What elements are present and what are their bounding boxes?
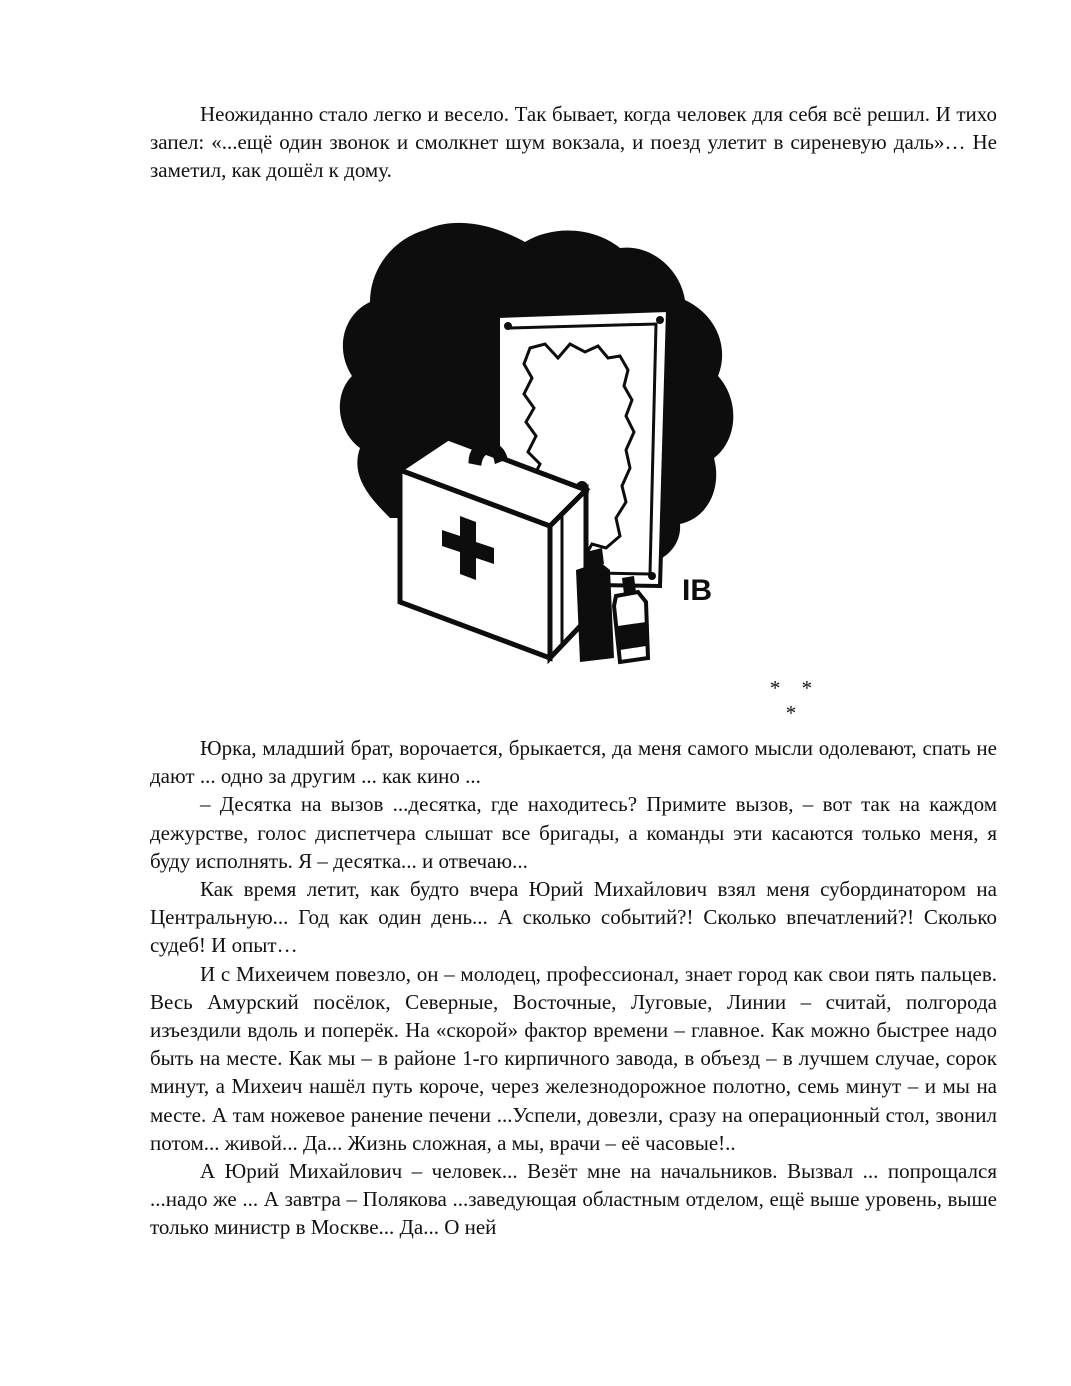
paragraph: – Десятка на вызов ...десятка, где находитесь? Примите вызов, – вот так на каждом дежурстве, голос диспетчера слышат все бригады, а команды эти касаются только меня, я буду исполнять. Я – десятка... и отвечаю...: [150, 792, 997, 873]
illustration-drawing: [330, 218, 780, 683]
medicine-bottle-icon: [614, 576, 648, 662]
bottom-text-block: [150, 734, 997, 1242]
paragraph: Юрка, младший брат, ворочается, брыкается, да меня самого мысли одолевают, спать не дают ... одно за другим ... как кино ...: [150, 736, 997, 789]
paragraph: А Юрий Михайлович – человек... Везёт мне на начальников. Вызвал ... попрощался ...надо же ... А завтра – Полякова ...заведующая областным отделом, ещё выше уровень, выше только министр в Москве... Да... О ней: [150, 1159, 997, 1240]
artist-signature: IB: [682, 574, 712, 607]
top-text-block: [150, 100, 997, 185]
section-separator: * * *: [769, 676, 821, 725]
paragraph: И с Михеичем повезло, он – молодец, профессионал, знает город как свои пять пальцев. Весь Амурский посёлок, Северные, Восточные, Луговые, Линии – считай, полгорода изъездили вдоль и поперёк. На «скорой» фактор времени – главное. Как можно быстрее надо быть на месте. Как мы – в районе 1-го кирпичного завода, в объезд – в лучшем случае, сорок минут, а Михеич нашёл путь короче, через железнодорожное полотно, семь минут – и мы на месте. А там ножевое ранение печени ...Успели, довезли, сразу на операционный стол, звонил потом... живой... Да... Жизнь сложная, а мы, врачи – её часовые!..: [150, 961, 997, 1155]
paragraph: Неожиданно стало легко и весело. Так бывает, когда человек для себя всё решил. И тихо запел: «...ещё один звонок и смолкнет шум вокзала, и поезд улетит в сиреневую даль»… Не заметил, как дошёл к дому.: [150, 102, 997, 183]
paragraph: Как время летит, как будто вчера Юрий Михайлович взял меня субординатором на Центральную... Год как один день... А сколько событий?! Сколько впечатлений?! Сколько судеб! И опыт…: [150, 877, 997, 958]
document-page: [150, 0, 997, 1386]
illustration: [330, 218, 780, 683]
